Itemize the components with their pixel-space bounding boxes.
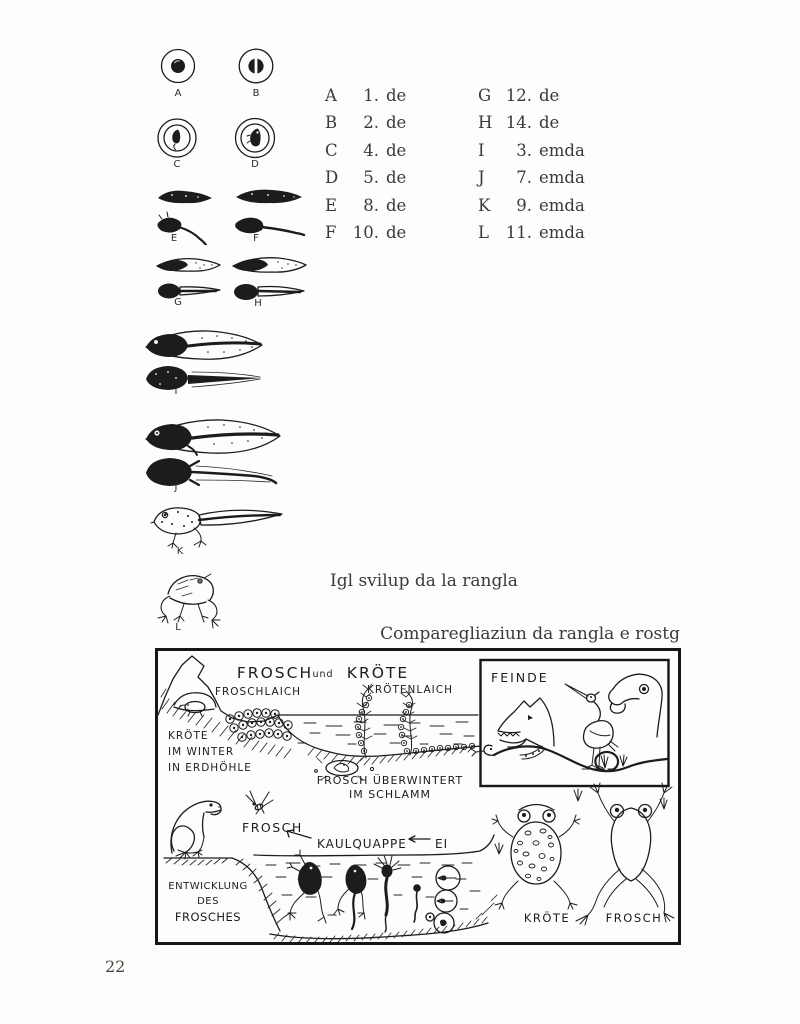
svg-text:DES: DES: [197, 896, 219, 907]
stage-letter: E: [325, 195, 338, 215]
list-item: [478, 196, 585, 223]
frog-top-view-illustration: [576, 783, 674, 925]
stage-unit: de: [539, 113, 560, 133]
list-item: [325, 113, 406, 140]
stage-unit: de: [386, 86, 407, 105]
stage-unit: de: [539, 86, 560, 105]
frog-toad-diagram-frame: [155, 648, 681, 945]
stage-number: 2.: [363, 113, 379, 133]
froglet-swimming-illustration: [284, 850, 326, 923]
list-item: [478, 86, 585, 113]
stage-letter: B: [325, 113, 338, 133]
hatchling-tadpole-illustration: [413, 884, 421, 922]
frog-cycle-label: FROSCH: [242, 820, 303, 835]
stage-number: 10.: [352, 222, 379, 242]
tadpole-stage-e-illustration: [152, 183, 220, 245]
frog-spawn-label: FROSCHLAICH: [214, 686, 302, 698]
stage-label-h: H: [254, 298, 262, 309]
stage-label-e: E: [170, 233, 178, 244]
stage-letter: I: [478, 140, 485, 160]
egg-stage-a-illustration: [158, 46, 198, 100]
stage-label-b: B: [252, 88, 260, 99]
caption-comparison: Comparegliaziun da rangla e rostg: [380, 624, 680, 644]
tadpole-stage-j-illustration: [142, 412, 284, 492]
stage-label-j: J: [174, 482, 178, 492]
svg-text:ENTWICKLUNG: ENTWICKLUNG: [168, 881, 248, 892]
heron-illustration: [565, 684, 618, 769]
froglet-stage-k-illustration: [148, 498, 288, 556]
list-item: [325, 196, 406, 223]
stage-duration-list-right: [478, 86, 585, 250]
stage-label-l: L: [175, 622, 181, 632]
sitting-frog-illustration: [164, 801, 232, 865]
tadpole-stage-f-illustration: [230, 183, 310, 245]
stage-unit: de: [386, 168, 407, 188]
svg-text:KRÖTE: KRÖTE: [168, 730, 209, 742]
stage-label-k: K: [176, 546, 184, 556]
stage-letter: G: [478, 86, 492, 105]
list-item: [478, 113, 585, 140]
stage-letter: J: [478, 168, 485, 188]
title-und: und: [312, 669, 334, 680]
stage-letter: C: [325, 140, 338, 160]
stage-label-i: I: [174, 386, 178, 396]
stage-duration-list-left: [325, 86, 406, 250]
svg-text:FROSCHES: FROSCHES: [174, 910, 242, 924]
stage-unit: emda: [539, 168, 585, 188]
bird-of-prey-head-illustration: [609, 674, 662, 737]
stage-number: 3.: [516, 140, 532, 160]
title-frog: FROSCH: [236, 664, 314, 682]
stage-letter: K: [478, 195, 491, 215]
egg-cycle-label: EI: [435, 837, 449, 851]
stage-unit: de: [386, 113, 407, 133]
title-toad: KRÖTE: [346, 664, 410, 682]
stage-number: 5.: [363, 168, 379, 188]
frog-bottom-label: FROSCH: [605, 911, 663, 925]
frog-toad-comparison-diagram: [158, 651, 678, 942]
svg-text:FROSCH ÜBERWINTERT: FROSCH ÜBERWINTERT: [316, 774, 464, 787]
stage-unit: de: [386, 195, 407, 215]
cycle-arrow-right: [409, 836, 430, 842]
tadpole-stage-i-illustration: [142, 322, 266, 396]
stage-letter: H: [478, 113, 493, 133]
stage-unit: emda: [539, 140, 585, 160]
snake-illustration: [471, 745, 667, 771]
enemies-label: FEINDE: [491, 670, 549, 685]
stage-letter: D: [325, 168, 339, 188]
young-frog-stage-l-illustration: [150, 560, 230, 632]
stage-number: 1.: [363, 86, 379, 105]
enemies-panel: [471, 660, 669, 786]
stage-unit: emda: [539, 222, 585, 242]
embryo-stage-c-illustration: [155, 117, 199, 171]
stage-number: 7.: [516, 168, 532, 188]
tadpole-cycle-label: KAULQUAPPE: [317, 837, 407, 851]
toad-spawn-label: KRÖTENLAICH: [367, 684, 453, 696]
stage-label-f: F: [253, 233, 259, 244]
list-item: [325, 223, 406, 250]
stage-label-g: G: [174, 297, 182, 307]
diagram-title: [237, 663, 409, 682]
stage-unit: de: [386, 222, 407, 242]
toad-top-view-illustration: [492, 805, 580, 926]
list-item: [325, 168, 406, 195]
hindleg-tadpole-illustration: [334, 865, 366, 929]
development-label: [168, 881, 247, 924]
toad-label: KRÖTE: [523, 911, 571, 925]
fly-illustration: [246, 791, 273, 814]
caption-development: Igl svilup da la rangla: [330, 571, 518, 591]
embryo-stage-d-illustration: [233, 117, 277, 171]
list-item: [478, 223, 585, 250]
stage-unit: emda: [539, 195, 585, 215]
toad-in-winter-label: [168, 729, 252, 774]
stage-number: 4.: [363, 140, 379, 160]
frog-overwinter-label: [317, 774, 463, 801]
stage-number: 14.: [505, 113, 532, 133]
frog-spawn-illustration: [226, 709, 292, 741]
stage-label-a: A: [174, 88, 182, 99]
stage-number: 11.: [505, 222, 532, 242]
stage-number: 8.: [363, 195, 379, 215]
list-item: [325, 86, 406, 113]
list-item: [325, 141, 406, 168]
stage-number: 9.: [516, 195, 532, 215]
tadpole-stage-g-illustration: [152, 253, 226, 307]
stage-letter: A: [325, 86, 337, 105]
svg-text:IN ERDHÖHLE: IN ERDHÖHLE: [168, 762, 252, 774]
stage-label-d: D: [251, 159, 259, 170]
page-number: 22: [105, 957, 126, 976]
stage-number: 12.: [505, 86, 532, 105]
stage-unit: de: [386, 140, 407, 160]
svg-text:IM SCHLAMM: IM SCHLAMM: [348, 788, 432, 801]
list-item: [478, 168, 585, 195]
stage-letter: L: [478, 222, 489, 242]
egg-stage-b-illustration: [236, 46, 276, 100]
list-item: [478, 141, 585, 168]
stage-letter: F: [325, 222, 337, 242]
svg-text:IM WINTER: IM WINTER: [168, 746, 235, 758]
gilled-tadpole-illustration: [374, 855, 401, 932]
grass-tuft: [601, 755, 627, 768]
pond-surface-illustration: [278, 715, 480, 765]
stage-label-c: C: [173, 159, 181, 170]
egg-stage-circles-illustration: [426, 866, 460, 933]
tadpole-stage-h-illustration: [228, 253, 314, 309]
